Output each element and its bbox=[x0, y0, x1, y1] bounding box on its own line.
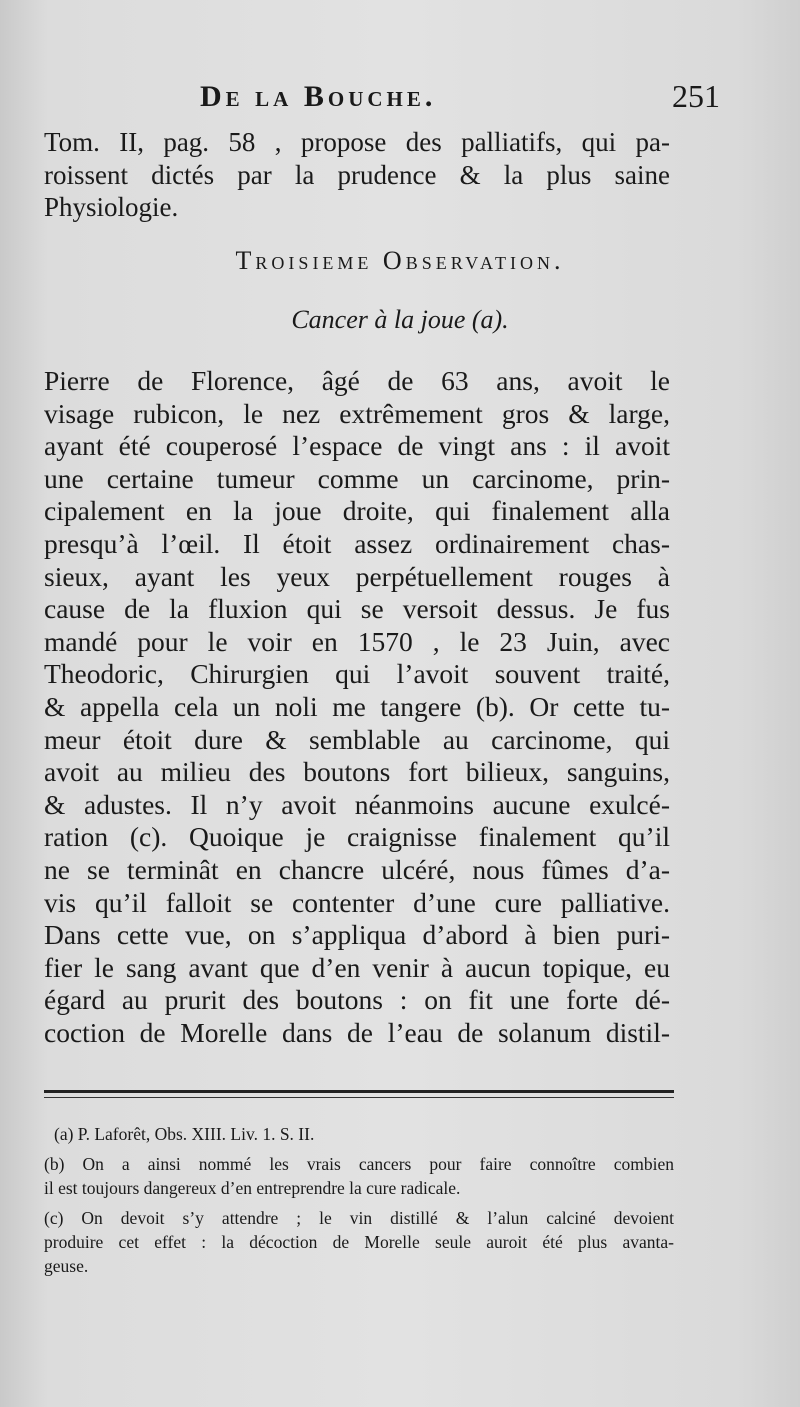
text-line: Dans cette vue, on s’appliqua d’abord à bien puri- bbox=[44, 919, 670, 951]
text-line: & adustes. Il n’y avoit néanmoins aucune exulcé- bbox=[44, 788, 670, 820]
text-line: cause de la fluxion qui se versoit dessus. Je fus bbox=[44, 593, 670, 625]
text-line: mandé pour le voir en 1570 , le 23 Juin, avec bbox=[44, 625, 670, 657]
footnote-c bbox=[44, 1206, 674, 1278]
footnote-line: geuse. bbox=[44, 1256, 89, 1276]
text-line: ne se terminât en chancre ulcéré, nous fûmes d’a- bbox=[44, 853, 670, 885]
footnote-line: produire cet effet : la décoction de Morelle seule auroit été plus avanta- bbox=[44, 1232, 674, 1252]
text-line: & appella cela un noli me tangere (b). Or cette tu- bbox=[44, 690, 670, 722]
text-line: fier le sang avant que d’en venir à aucun topique, eu bbox=[44, 951, 670, 983]
text-line: Theodoric, Chirurgien qui l’avoit souvent traité, bbox=[44, 658, 670, 690]
page-number: 251 bbox=[672, 78, 720, 114]
footnote-a bbox=[44, 1122, 674, 1146]
footnote-divider bbox=[44, 1090, 674, 1098]
page-header bbox=[40, 78, 720, 122]
section-heading: Troisieme Observation. bbox=[235, 246, 565, 275]
text-line: roissent dictés par la prudence & la plus saine bbox=[44, 159, 670, 190]
text-line: ration (c). Quoique je craignisse finalement qu’il bbox=[44, 821, 670, 853]
text-line: égard au prurit des boutons : on fit une forte dé- bbox=[44, 984, 670, 1016]
text-line: meur étoit dure & semblable au carcinome, qui bbox=[44, 723, 670, 755]
running-title: De la Bouche. bbox=[200, 80, 437, 113]
footnote-line: il est toujours dangereux d’en entreprendre la cure radicale. bbox=[44, 1178, 461, 1198]
section-subheading: Cancer à la joue (a). bbox=[291, 305, 509, 334]
text-line: cipalement en la joue droite, qui finalement alla bbox=[44, 495, 670, 527]
text-line: Physiologie. bbox=[44, 192, 179, 223]
main-paragraph bbox=[44, 365, 670, 1049]
text-line: presqu’à l’œil. Il étoit assez ordinairement chas- bbox=[44, 527, 670, 559]
text-line: avoit au milieu des boutons fort bilieux, sanguins, bbox=[44, 756, 670, 788]
text-line: coction de Morelle dans de l’eau de solanum distil- bbox=[44, 1016, 670, 1048]
text-line: sieux, ayant les yeux perpétuellement rouges à bbox=[44, 560, 670, 592]
footnote-line: (c) On devoit s’y attendre ; le vin distillé & l’alun calciné devoient bbox=[44, 1208, 674, 1228]
text-line: ayant été couperosé l’espace de vingt ans : il avoit bbox=[44, 430, 670, 462]
footnotes bbox=[44, 1122, 674, 1284]
footnote-line: (b) On a ainsi nommé les vrais cancers pour faire connoître combien bbox=[44, 1154, 674, 1174]
text-line: vis qu’il falloit se contenter d’une cure palliative. bbox=[44, 886, 670, 918]
text-line: Tom. II, pag. 58 , propose des palliatifs, qui pa- bbox=[44, 127, 670, 157]
intro-paragraph bbox=[44, 126, 670, 224]
text-line: visage rubicon, le nez extrêmement gros & large, bbox=[44, 397, 670, 429]
footnote-b bbox=[44, 1152, 674, 1200]
footnote-line: (a) P. Laforêt, Obs. XIII. Liv. 1. S. II. bbox=[54, 1124, 315, 1144]
text-line: Pierre de Florence, âgé de 63 ans, avoit le bbox=[44, 365, 670, 396]
text-line: une certaine tumeur comme un carcinome, prin- bbox=[44, 462, 670, 494]
